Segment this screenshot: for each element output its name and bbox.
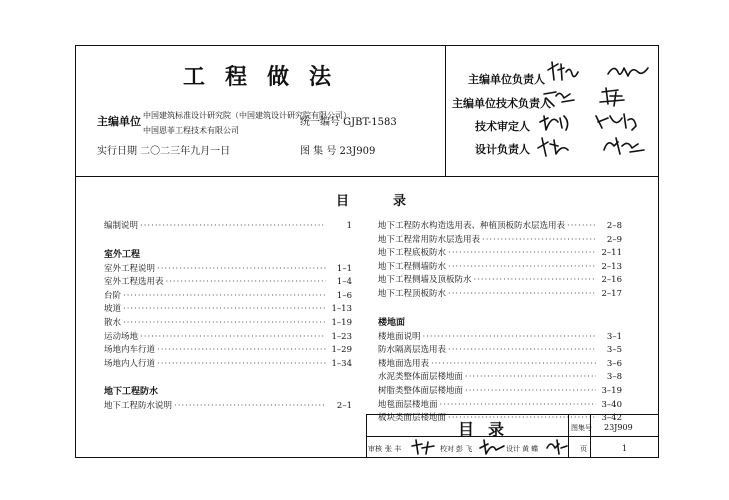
toc-entry[interactable] <box>378 261 622 275</box>
toc-leader-dots <box>157 358 326 372</box>
design-signature <box>545 438 569 456</box>
toc-entry-title: 板块类面层楼地面 <box>378 413 447 424</box>
toc-entry-page: 1–13 <box>331 304 352 315</box>
toc-section-heading: 室外工程 <box>104 249 141 260</box>
toc-entry-page: 2–9 <box>606 234 622 245</box>
toc-entry-page: 1–6 <box>336 290 352 301</box>
toc-entry-title: 场地内车行道 <box>104 345 156 356</box>
toc-entry-title: 楼地面选用表 <box>378 358 430 369</box>
toc-entry-page: 3–8 <box>606 372 622 383</box>
toc-entry-title: 地下工程底板防水 <box>378 248 447 259</box>
toc-entry-page: 1 <box>346 221 352 231</box>
chief-editor-label: 主编单位负责人 <box>468 73 545 86</box>
toc-leader-dots <box>166 276 326 290</box>
toc-leader-dots <box>465 371 596 385</box>
header-divider <box>75 176 659 177</box>
chief-tech-label: 主编单位技术负责人 <box>452 97 551 110</box>
toc-entry-page: 1–23 <box>331 331 352 342</box>
toc-entry[interactable] <box>378 385 622 399</box>
implementation-date: 实行日期 二〇二三年九月一日 <box>97 146 231 157</box>
tech-review-label: 技术审定人 <box>475 120 530 133</box>
toc-entry-title: 楼地面说明 <box>378 331 421 342</box>
toc-entry-page: 1–19 <box>331 317 352 328</box>
atlas-number: 图 集 号 23J909 <box>300 146 376 157</box>
toc-leader-dots <box>157 344 326 358</box>
toc-entry[interactable] <box>104 303 352 317</box>
toc-entry-title: 运动场地 <box>104 331 139 342</box>
design-label: 设计 <box>506 445 520 453</box>
toc-entry-page: 2–1 <box>336 401 352 412</box>
toc-entry[interactable] <box>104 317 352 331</box>
toc-entry-title: 树脂类整体面层楼地面 <box>378 385 464 396</box>
page-label: 页 <box>580 445 587 453</box>
page-value: 1 <box>622 444 628 453</box>
design-lead-signature <box>534 132 654 160</box>
toc-leader-dots <box>423 331 596 345</box>
toc-entry-title: 地下工程防水说明 <box>104 401 173 412</box>
toc-gap <box>378 302 622 316</box>
toc-section-heading: 地下工程防水 <box>104 387 159 398</box>
toc-section-heading: 楼地面 <box>378 317 406 328</box>
toc-entry-page: 2–16 <box>601 275 622 286</box>
toc-leader-dots <box>140 220 326 234</box>
toc-left-column <box>104 220 352 414</box>
toc-entry-title: 地下工程侧墙及顶板防水 <box>378 275 472 286</box>
review-signature <box>410 438 438 456</box>
toc-entry-page: 3–42 <box>601 413 622 424</box>
title-block-vdivider-2 <box>590 414 591 458</box>
toc-entry-page: 3–6 <box>606 358 622 369</box>
toc-leader-dots <box>123 290 326 304</box>
toc-entry-title: 场地内人行道 <box>104 358 156 369</box>
toc-entry-page: 1–1 <box>336 263 352 274</box>
design-lead-label: 设计负责人 <box>475 143 530 156</box>
toc-entry[interactable] <box>104 276 352 290</box>
toc-entry-title: 水泥类整体面层楼地面 <box>378 372 464 383</box>
toc-leader-dots <box>474 274 596 288</box>
toc-entry-page: 3–40 <box>601 399 622 410</box>
toc-leader-dots <box>431 358 596 372</box>
toc-leader-dots <box>567 220 596 234</box>
review-name: 张 丰 <box>385 445 402 453</box>
design-name: 黄 蝶 <box>522 445 539 453</box>
atlas-value: 23J909 <box>604 423 633 432</box>
toc-right-column <box>378 220 622 426</box>
toc-leader-dots <box>448 344 596 358</box>
check-name: 彭 飞 <box>456 445 473 453</box>
tech-review-signature <box>536 108 651 134</box>
toc-entry[interactable] <box>104 331 352 345</box>
toc-entry-title: 坡道 <box>104 304 122 315</box>
toc-entry-title: 地下工程侧墙防水 <box>378 261 447 272</box>
toc-entry[interactable] <box>104 290 352 304</box>
page-title: 工程做法 <box>183 65 352 90</box>
toc-entry-page: 2–11 <box>601 248 622 259</box>
toc-entry[interactable] <box>378 371 622 385</box>
toc-gap <box>104 371 352 385</box>
toc-entry[interactable] <box>378 288 622 302</box>
atlas-label: 图集号 <box>571 424 592 432</box>
toc-entry-title: 防水隔离层选用表 <box>378 345 447 356</box>
editor-unit-label: 主编单位 <box>97 115 141 128</box>
toc-entry[interactable] <box>378 344 622 358</box>
toc-leader-dots <box>448 247 596 261</box>
toc-entry-page: 2–17 <box>601 288 622 299</box>
toc-entry-title: 地下工程顶板防水 <box>378 288 447 299</box>
toc-entry-page: 2–13 <box>601 261 622 272</box>
editor-unit-line1: 中国建筑标准设计研究院（中国建筑设计研究院有限公司） <box>143 111 351 120</box>
toc-entry-page: 2–8 <box>606 221 622 231</box>
toc-entry-page: 1–34 <box>331 358 352 369</box>
toc-leader-dots <box>157 263 326 277</box>
toc-entry[interactable] <box>378 331 622 345</box>
toc-entry-page: 3–1 <box>606 331 622 342</box>
toc-entry[interactable] <box>104 220 352 234</box>
toc-entry-title: 室外工程说明 <box>104 263 156 274</box>
toc-entry-title: 台阶 <box>104 290 122 301</box>
editor-unit-line2: 中国恩菲工程技术有限公司 <box>143 126 239 135</box>
toc-entry[interactable] <box>378 234 622 248</box>
toc-leader-dots <box>440 399 596 413</box>
toc-title: 目录 <box>336 194 451 209</box>
toc-entry-page: 1–4 <box>336 277 352 288</box>
toc-leader-dots <box>465 385 596 399</box>
toc-entry-title: 地下工程防水构造选用表、种植顶板防水层选用表 <box>378 221 566 231</box>
review-label: 审核 <box>368 445 382 453</box>
toc-leader-dots <box>482 234 596 248</box>
toc-entry[interactable] <box>104 344 352 358</box>
title-block-title: 目录 <box>458 420 519 439</box>
toc-leader-dots <box>140 331 326 345</box>
toc-entry[interactable] <box>378 399 622 413</box>
toc-entry-title: 地下工程常用防水层选用表 <box>378 234 481 245</box>
toc-entry-title: 散水 <box>104 317 122 328</box>
toc-entry[interactable] <box>378 247 622 261</box>
toc-entry[interactable] <box>378 220 622 234</box>
toc-entry-page: 3–5 <box>606 345 622 356</box>
toc-entry[interactable] <box>378 274 622 288</box>
unified-number: 统一编号 GJBT-1583 <box>300 117 397 128</box>
header-vertical-divider <box>445 45 446 176</box>
toc-entry[interactable] <box>378 358 622 372</box>
chief-editor-signature <box>544 58 659 84</box>
toc-entry-title: 室外工程选用表 <box>104 277 164 288</box>
check-label: 校对 <box>440 445 454 453</box>
toc-entry[interactable] <box>104 263 352 277</box>
toc-leader-dots <box>123 317 326 331</box>
toc-entry-title: 地毯面层楼地面 <box>378 399 438 410</box>
toc-entry-page: 1–29 <box>331 345 352 356</box>
toc-entry-title: 编制说明 <box>104 221 139 231</box>
toc-entry-page: 3–19 <box>601 385 622 396</box>
toc-leader-dots <box>448 288 596 302</box>
toc-leader-dots <box>448 261 596 275</box>
toc-leader-dots <box>123 303 326 317</box>
check-signature <box>478 438 508 456</box>
toc-entry[interactable] <box>104 400 352 414</box>
chief-tech-signature <box>540 84 655 110</box>
toc-entry[interactable] <box>104 358 352 372</box>
toc-leader-dots <box>174 400 326 414</box>
toc-gap <box>104 234 352 248</box>
